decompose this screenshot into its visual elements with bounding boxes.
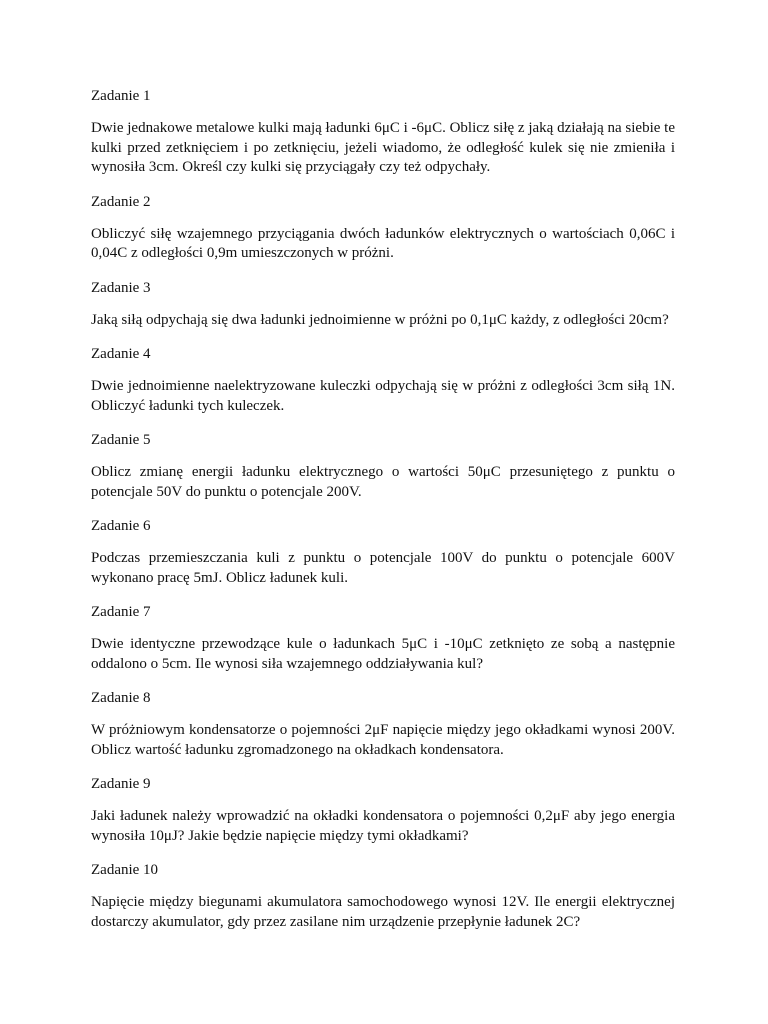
task-text: Jaki ładunek należy wprowadzić na okładki kondensatora o pojemności 0,2μF aby jego energia wynosiła 10μJ? Jakie będzie napięcie między tymi okładkami? (91, 808, 675, 844)
task-title: Zadanie 6 (91, 518, 151, 534)
task-4 (91, 344, 675, 416)
task-text: Oblicz zmianę energii ładunku elektrycznego o wartości 50μC przesuniętego z punktu o potencjale 50V do punktu o potencjale 200V. (91, 464, 675, 500)
document-page (91, 86, 675, 946)
task-text: Napięcie między biegunami akumulatora samochodowego wynosi 12V. Ile energii elektrycznej dostarczy akumulator, gdy przez zasilane nim urządzenie przepłynie ładunek 2C? (91, 894, 675, 930)
task-text: Obliczyć siłę wzajemnego przyciągania dwóch ładunków elektrycznych o wartościach 0,06C i 0,04C z odległości 0,9m umieszczonych w próżni. (91, 225, 675, 261)
task-7 (91, 602, 675, 674)
task-text: Dwie jednoimienne naelektryzowane kuleczki odpychają się w próżni z odległości 3cm siłą 1N. Obliczyć ładunki tych kuleczek. (91, 378, 675, 414)
task-6 (91, 516, 675, 588)
task-text: Dwie identyczne przewodzące kule o ładunkach 5μC i -10μC zetknięto ze sobą a następnie oddalono o 5cm. Ile wynosi siła wzajemnego oddziaływania kul? (91, 636, 675, 672)
task-title: Zadanie 8 (91, 690, 151, 706)
task-1 (91, 86, 675, 178)
task-title: Zadanie 7 (91, 604, 151, 620)
task-title: Zadanie 4 (91, 346, 151, 362)
task-title: Zadanie 3 (91, 279, 151, 296)
task-2 (91, 192, 675, 264)
task-text: W próżniowym kondensatorze o pojemności 2μF napięcie między jego okładkami wynosi 200V. Oblicz wartość ładunku zgromadzonego na okładkach kondensatora. (91, 722, 675, 758)
task-title: Zadanie 9 (91, 776, 151, 792)
task-title: Zadanie 5 (91, 432, 151, 448)
task-8 (91, 688, 675, 760)
task-title: Zadanie 2 (91, 193, 151, 210)
task-title: Zadanie 10 (91, 862, 159, 878)
task-5 (91, 430, 675, 502)
task-text: Dwie jednakowe metalowe kulki mają ładunki 6μC i -6μC. Oblicz siłę z jaką działają na siebie te kulki przed zetknięciem i po zetknięciu, jeżeli wiadomo, że odległość kulek się nie zmieniła i wynosiła 3cm. Określ czy kulki się przyciągały czy też odpychały. (91, 120, 675, 175)
task-text: Jaką siłą odpychają się dwa ładunki jednoimienne w próżni po 0,1μC każdy, z odległości 20cm? (91, 311, 669, 328)
task-3 (91, 278, 675, 331)
task-9 (91, 774, 675, 846)
task-10 (91, 860, 675, 932)
task-text: Podczas przemieszczania kuli z punktu o potencjale 100V do punktu o potencjale 600V wykonano pracę 5mJ. Oblicz ładunek kuli. (91, 550, 675, 586)
task-title: Zadanie 1 (91, 88, 151, 104)
